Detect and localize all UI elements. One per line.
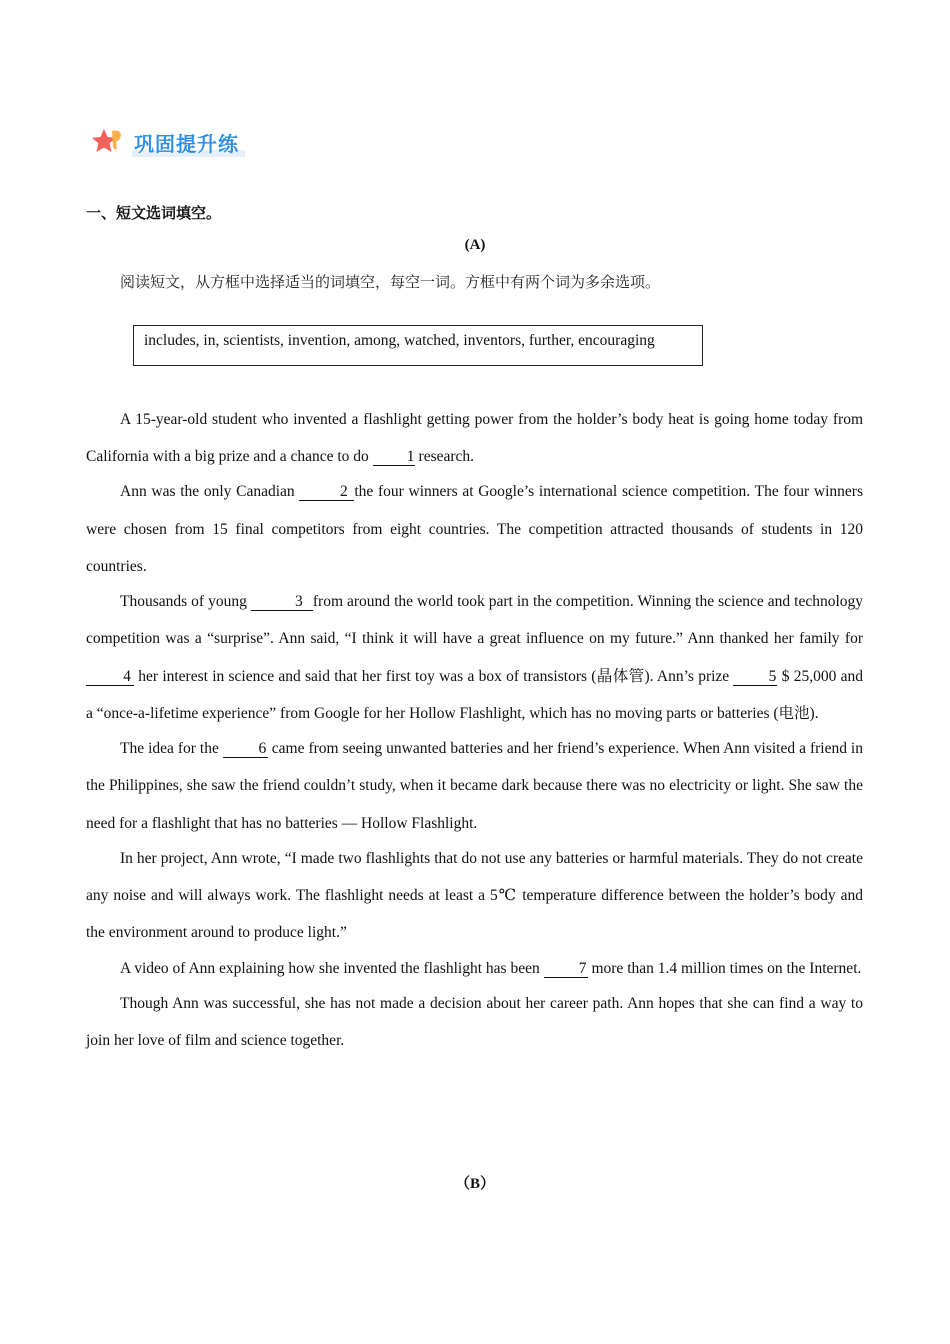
word-bank-box: includes, in, scientists, invention, among, watched, inventors, further, encouraging: [133, 325, 703, 366]
instruction-text: 阅读短文，从方框中选择适当的词填空，每空一词。方框中有两个词为多余选项。: [120, 273, 661, 291]
paragraph-3: Thousands of young 3 from around the world took part in the competition. Winning the science and technology competition was a “surprise”. Ann said, “I think it will have a great influence on my future.” Ann thanked her family for 4 her interest in science and said that her first toy was a box of transistors (晶体管). Ann’s prize 5 $ 25,000 and a “once-a-lifetime experience” from Google for her Hollow Flashlight, which has no moving parts or batteries (电池).: [86, 593, 864, 722]
paragraph-2: Ann was the only Canadian 2 the four winners at Google’s international science competition. The four winners were chosen from 15 final competitors from eight countries. The competition attracted thousands of students in 120 countries.: [86, 483, 864, 575]
blank-7[interactable]: 7: [544, 960, 588, 978]
paragraph-1: A 15-year-old student who invented a flashlight getting power from the holder’s body heat is going home today from California with a big prize and a chance to do 1 research.: [86, 411, 863, 466]
blank-1[interactable]: 1: [373, 448, 415, 466]
part-a-label: (A): [464, 237, 486, 253]
blank-5[interactable]: 5: [733, 668, 777, 686]
blank-2[interactable]: 2: [299, 483, 354, 501]
blank-6[interactable]: 6: [223, 740, 268, 758]
section-banner: [90, 126, 245, 158]
section-heading: 一、短文选词填空。: [86, 204, 222, 222]
paragraph-4: The idea for the 6 came from seeing unwanted batteries and her friend’s experience. When Ann visited a friend in the Philippines, she saw the friend couldn’t study, when it became dark because there was no electricity or light. She saw the need for a flashlight that has no batteries — Hollow Flashlight.: [86, 740, 863, 832]
blank-3[interactable]: 3: [251, 593, 313, 611]
paragraph-6: A video of Ann explaining how she invented the flashlight has been 7 more than 1.4 million times on the Internet.: [120, 959, 862, 977]
paragraph-7: Though Ann was successful, she has not made a decision about her career path. Ann hopes that she can find a way to join her love of film and science together.: [86, 994, 863, 1049]
part-b-label: （B）: [454, 1176, 495, 1192]
blank-4[interactable]: 4: [86, 668, 134, 686]
star-icon: [90, 127, 128, 157]
paragraph-5: In her project, Ann wrote, “I made two flashlights that do not use any batteries or harmful materials. They do not create any noise and will always work. The flashlight needs at least a 5℃ temperature difference between the holder’s body and the environment around to produce light.”: [86, 849, 863, 942]
banner-title: 巩固提升练: [132, 128, 245, 157]
article-body: [86, 401, 863, 1059]
